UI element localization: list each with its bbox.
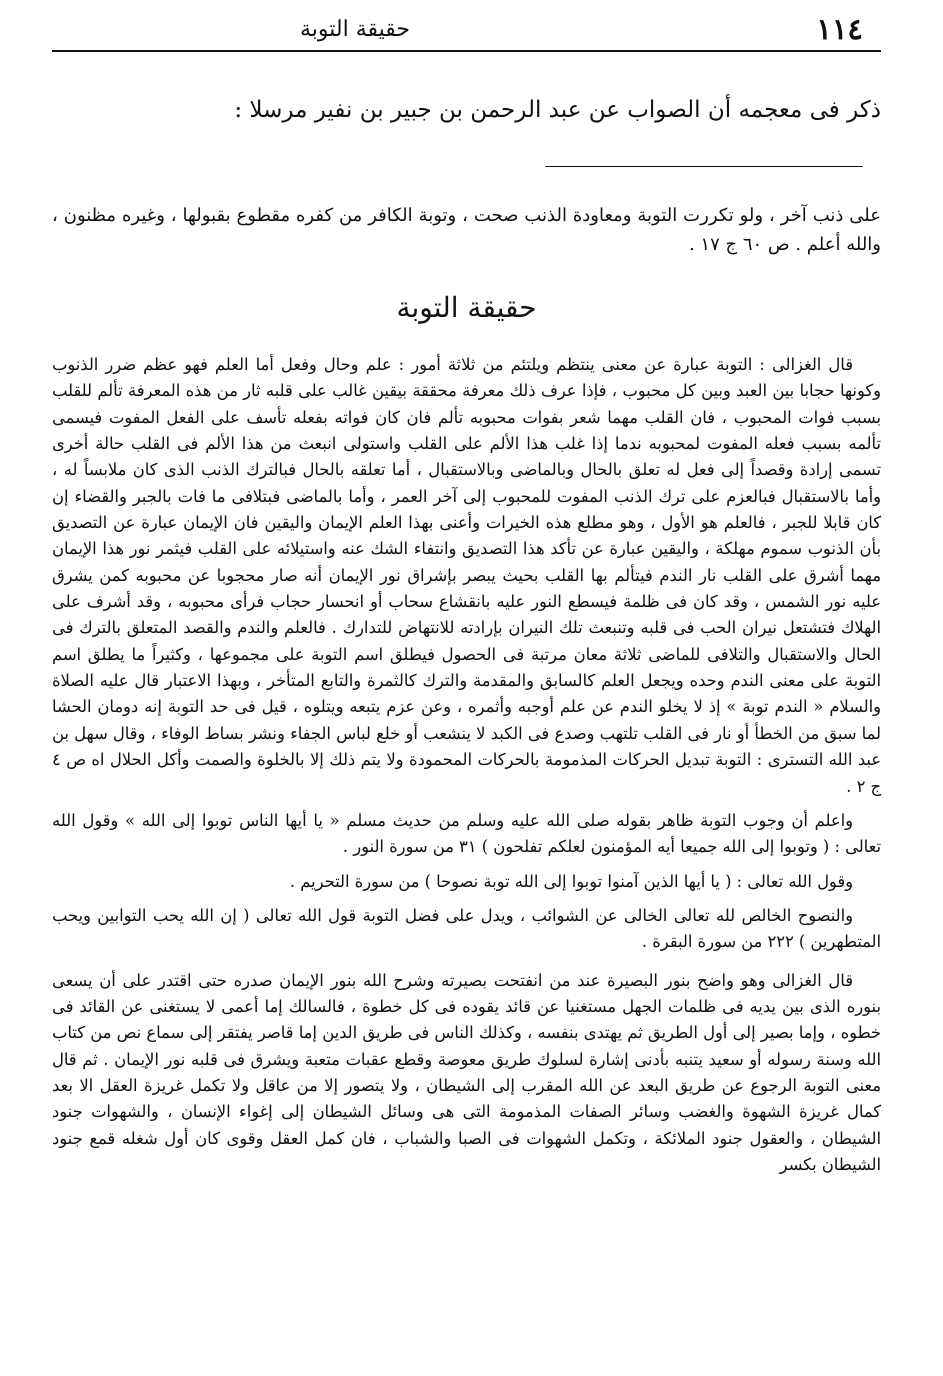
paragraph: قال الغزالى : التوبة عبارة عن معنى ينتظم ويلتئم من ثلاثة أمور : علم وحال وفعل أما العلم فهو عظم ضرر الذنوب وكونها حجابا بين العبد وبين كل محبوب ، فإذا عرف ذلك معرفة محققة بيقين غالب على قلبه ثار من هذه المعرفة تألم للقلب بسبب فوات المحبوب ، فان القلب مهما شعر بفوات محبوبه تألم فان كان فواته بفعله تأسف على الفعل المفوت فيسمى تألمه بسبب فعله المفوت لمحبوبه ندما إذا غلب هذا الألم على القلب واستولى انبعث من هذا الألم فى القلب حالة أخرى تسمى إرادة وقصداً إلى فعل له تعلق بالحال وبالماضى وبالاستقبال ، أما تعلقه بالحال فبالترك الذنب الذى كان ملابساً له ، وأما بالاستقبال فبالعزم على ترك الذنب المفوت للمحبوب إلى آخر العمر ، وأما بالماضى فبتلافى ما فات بالجبر والقضاء إن كان قابلا للجبر ، فالعلم هو الأول ، وهو مطلع هذه الخيرات وأعنى بهذا العلم الإيمان واليقين فان الإيمان عبارة عن التصديق بأن الذنوب سموم مهلكة ، واليقين عبارة عن تأكد هذا التصديق وانتفاء الشك عنه واستيلائه على القلب فيثمر نور هذا الإيمان مهما أشرق على القلب نار الندم فيتألم بها القلب بحيث يبصر بإشراق نور الإيمان أنه صار محجوبا عن محبوبه كمن يشرق عليه نور الشمس ، وقد كان فى ظلمة فيسطع النور عليه بانقشاع سحاب أو انحسار حجاب فرأى محبوبه ، وقد أشرف على الهلاك فتشتعل نيران الحب فى قلبه وتنبعث تلك النيران بإرادته للانتهاض للتدارك . فالعلم والندم والقصد المتعلق بالترك فى الحال والاستقبال والتلافى للماضى ثلاثة معان مرتبة فى الحصول فيطلق اسم التوبة على مجموعها ، وكثيراً ما يطلق اسم التوبة على معنى الندم وحده ويجعل العلم كالسابق والمقدمة والترك كالثمرة والتابع المتأخر ، وبهذا الاعتبار قال عليه الصلاة والسلام « الندم توبة » إذ لا يخلو الندم عن علم أوجبه وأثمره ، وعن عزم يتبعه ويتلوه ، قيل فى حد التوبة إنه دومان الحشا لما سبق من الخطأ أو نار فى القلب تلتهب وصدع فى الكبد لا ينشعب أو خلع لباس الجفاء ونشر بساط الوفاء ، وقال سهل بن عبد الله التسترى : التوبة تبديل الحركات المذمومة بالحركات المحمودة ولا يتم ذلك إلا بالخلوة والصمت وأكل الحلال اه ص ٤ ج ٢ . — [52, 355, 881, 796]
paragraph: والنصوح الخالص لله تعالى الخالى عن الشوائب ، ويدل على فضل التوبة قول الله تعالى ( إن الله يحب التوابين ويحب المتطهرين ) ٢٢٢ من سورة البقرة . — [52, 905, 881, 952]
running-title: حقيقة التوبة — [300, 16, 411, 42]
footnote-continuation-line: ذكر فى معجمه أن الصواب عن عبد الرحمن بن جبير بن نفير مرسلا : — [234, 97, 881, 123]
main-text — [52, 352, 881, 1178]
separator-rule — [545, 166, 863, 167]
footnote-paragraph: على ذنب آخر ، ولو تكررت التوبة ومعاودة الذنب صحت ، وتوبة الكافر من كفره مقطوع بقبولها ، وغيره مظنون ، والله أعلم . ص ٦٠ ج ١٧ . — [52, 205, 881, 255]
page-header — [52, 10, 881, 52]
section-title: حقيقة التوبة — [396, 291, 537, 324]
paragraph: وقول الله تعالى : ( يا أيها الذين آمنوا توبوا إلى الله توبة نصوحا ) من سورة التحريم . — [289, 871, 853, 891]
page-number: ١١٤ — [816, 12, 863, 46]
paragraph: قال الغزالى وهو واضح بنور البصيرة عند من انفتحت بصيرته وشرح الله بنور الإيمان صدره حتى اقتدر على أن يسعى بنوره الذى بين يديه فى ظلمات الجهل مستغنيا عن قائد يقوده فى كل خطوة ، فالسالك إما أعمى لا يستغنى عن القائد فى خطوه ، وإما بصير إلى أول الطريق ثم يهتدى بنفسه ، وكذلك الناس فى طريق الدين إما قاصر يفتقر إلى سماع نص من كتاب الله وسنة رسوله أو سعيد يتنبه بأدنى إشارة لسلوك طريق معوصة وقطع عقبات متعبة ويشرق فى قلبه نور الإيمان . ثم قال معنى التوبة الرجوع عن طريق البعد عن الله المقرب إلى الشيطان ، ولا يتصور إلا من عاقل ولا تكمل غريزة العقل الا بعد كمال غريزة الشهوة والغضب وسائر الصفات المذمومة التى هى وسائل الشيطان إلى إغواء الإنسان ، والشهوات جنود الشيطان ، والعقول جنود الملائكة ، وتكمل الشهوات فى الصبا والشباب ، فان كمل العقل وقوى كان أول شغله قمع جنود الشيطان بكسر — [52, 970, 881, 1174]
paragraph: واعلم أن وجوب التوبة ظاهر بقوله صلى الله عليه وسلم من حديث مسلم « يا أيها الناس توبوا إلى الله » وقول الله تعالى : ( وتوبوا إلى الله جميعا أيه المؤمنون لعلكم تفلحون ) ٣١ من سورة النور . — [52, 810, 881, 857]
